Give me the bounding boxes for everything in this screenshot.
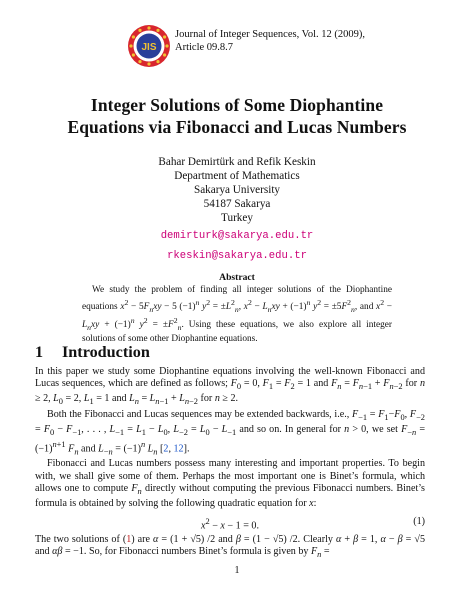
journal-logo [127, 24, 171, 68]
logo-text: JIS [141, 42, 157, 53]
journal-line-1: Journal of Integer Sequences, Vol. 12 (2009), [175, 29, 366, 40]
author-postal: 54187 Sakarya [203, 198, 271, 210]
paper-title [30, 94, 444, 138]
author-country: Turkey [221, 212, 253, 224]
paragraph-3: Fibonacci and Lucas numbers possess many interesting and important properties. To begin with, we shall give some of them. Perhaps the most important one is Binet’s formula, which allows one to compute $F_n$ directly without computing the previous Fibonacci numbers. Binet’s formula is obtained by solving the following quadratic equation for x: [35, 458, 425, 509]
title-line-2: Equations via Fibonacci and Lucas Numbers [67, 117, 407, 137]
citation-12[interactable]: 12 [173, 443, 184, 455]
journal-line-2: Article 09.8.7 [175, 42, 234, 53]
paragraph-4: The two solutions of (1) are α = (1 + √5) /2 and β = (1 − √5) /2. Clearly α + β = 1, α − β = √5 and αβ = −1. So, for Fibonacci numbers Binet’s formula is given by $F_n$ = [35, 534, 425, 560]
equation-number: (1) [413, 516, 425, 528]
equation-1 [35, 510, 425, 534]
section-body [35, 366, 425, 561]
abstract-heading: Abstract [219, 272, 255, 283]
citation-2[interactable]: 2 [163, 443, 169, 455]
email-link-keskin[interactable]: rkeskin@sakarya.edu.tr [167, 250, 307, 262]
paragraph-2: Both the Fibonacci and Lucas sequences may be extended backwards, i.e., $F_{-1} = F_1-F_0$, $F_{-2} = F_0 - F_{-1}$, . . . , $L_{-1} = L_1 - L_0$, $L_{-2} = L_0 - L_{-1}$ and so on. In general for n > 0, we set $F_{-n} = (-1)^{n+1}$ $F_n$ and $L_{-n} = (-1)^n$ $L_n$ [2, 12]. [35, 408, 426, 457]
section-title: Introduction [62, 343, 150, 361]
page-number: 1 [234, 565, 240, 576]
email-link-demirturk[interactable]: demirturk@sakarya.edu.tr [160, 230, 314, 242]
paragraph-1: In this paper we study some Diophantine equations involving the well-known Fibonacci and Lucas sequences, which are defined as follows; $F_0 = 0$, $F_1 = F_2 = 1$ and $F_n = F_{n-1} + F_{n-2}$ for n ≥ 2, $L_0 = 2$, $L_1 = 1$ and $L_n = L_{n-1} + L_{n-2}$ for n ≥ 2. [35, 366, 425, 407]
section-number: 1 [35, 343, 44, 361]
author-names: Bahar Demirtürk and Refik Keskin [158, 156, 316, 168]
section-heading [35, 343, 150, 362]
author-university: Sakarya University [193, 184, 281, 196]
journal-citation [175, 28, 365, 54]
abstract-text: We study the problem of finding all integer solutions of the Diophantine equations $x^2 - 5F_nxy - 5$ $(-1)^n$ $y^2 = \pm L^2_n$, $x^2 - L_nxy + (-1)^n$ $y^2 = \pm 5F^2_n$, and $x^2 - L_nxy + (-1)^n$ $y^2 = \pm F^2_n$. Using these equations, we also explore all integer solutions of some other Diophantine equations. [82, 285, 392, 344]
equation-expression: $x^2 - x - 1 = 0$. [200, 517, 260, 532]
equation-reference[interactable]: 1 [126, 534, 132, 546]
author-department: Department of Mathematics [174, 170, 300, 182]
title-line-1: Integer Solutions of Some Diophantine [90, 95, 384, 115]
author-block [60, 155, 414, 263]
